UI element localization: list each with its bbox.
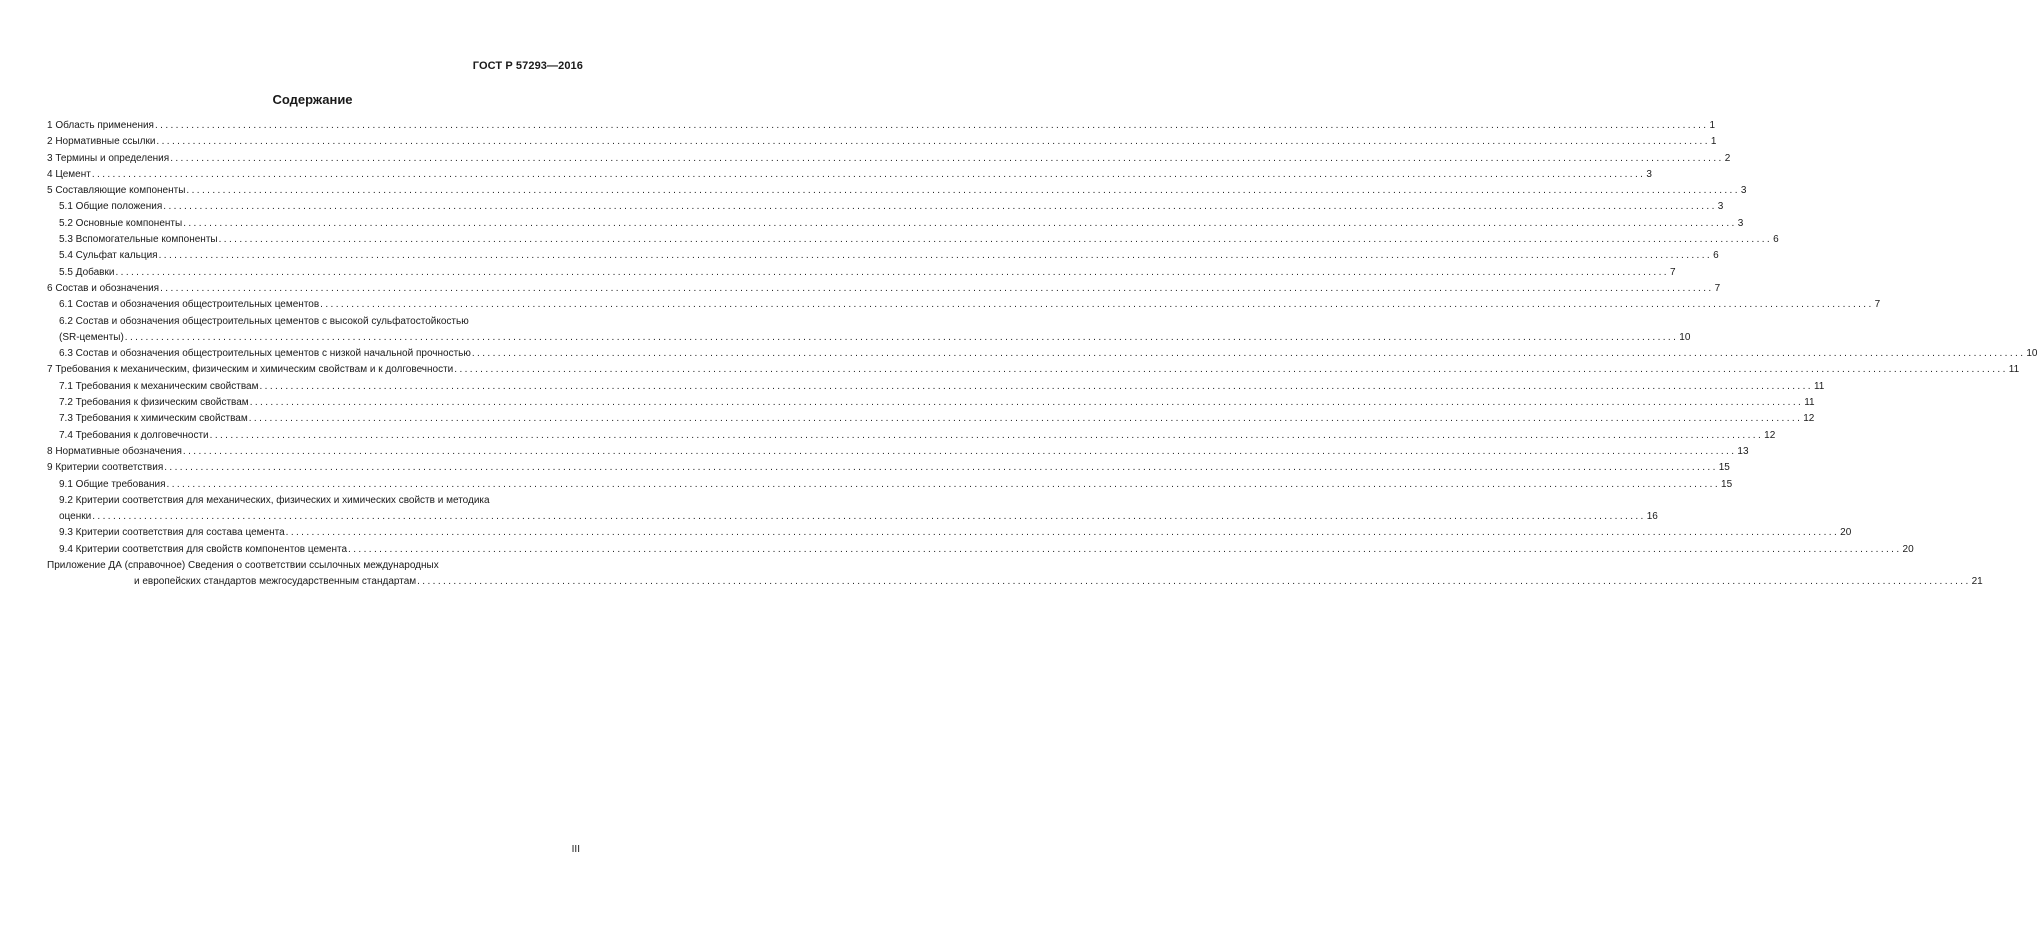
dot-leader: ............................................................................................................................................................................................................................................................................................................ <box>92 511 1646 523</box>
dot-leader: ............................................................................................................................................................................................................................................................................................................ <box>166 478 1721 490</box>
toc-entry[interactable] <box>47 477 1733 493</box>
toc-entry-page: 20 <box>1840 527 1852 539</box>
dot-leader: ............................................................................................................................................................................................................................................................................................................ <box>182 445 1737 457</box>
dot-leader: ............................................................................................................................................................................................................................................................................................................ <box>160 282 1714 294</box>
standard-designation: ГОСТ Р 57293—2016 <box>472 60 583 72</box>
dot-leader: ............................................................................................................................................................................................................................................................................................................ <box>249 397 1804 409</box>
toc-entry[interactable] <box>47 460 1730 476</box>
toc-entry[interactable] <box>47 509 1658 525</box>
toc-entry-label: 5.1 Общие положения <box>59 201 163 213</box>
dot-leader: ............................................................................................................................................................................................................................................................................................................ <box>285 527 1840 539</box>
toc-entry[interactable] <box>47 199 1724 215</box>
toc-entry-label: и европейских стандартов межгосударственным стандартам <box>134 576 417 588</box>
toc-entry[interactable] <box>47 411 1815 427</box>
toc-entry-page: 1 <box>1709 120 1716 131</box>
toc-entry-page: 15 <box>1721 478 1733 490</box>
toc-entry-page: 1 <box>1710 136 1717 148</box>
dot-leader: ............................................................................................................................................................................................................................................................................................................ <box>163 201 1717 213</box>
toc-entry-label: 9.1 Общие требования <box>59 478 166 490</box>
toc-entry-page: 11 <box>1804 397 1815 409</box>
toc-entry-label: 7 Требования к механическим, физическим и химическим свойствам и к долговечности <box>47 364 454 376</box>
toc-entry-label: 4 Цемент <box>47 168 91 180</box>
dot-leader: ............................................................................................................................................................................................................................................................................................................ <box>183 217 1737 229</box>
dot-leader: ............................................................................................................................................................................................................................................................................................................ <box>154 120 1709 131</box>
toc-entry-label: 5.3 Вспомогательные компоненты <box>59 234 218 246</box>
toc-entry[interactable] <box>47 281 1721 297</box>
dot-leader: ............................................................................................................................................................................................................................................................................................................ <box>348 543 1902 555</box>
toc-entry-page: 6 <box>1713 250 1719 262</box>
dot-leader: ............................................................................................................................................................................................................................................................................................................ <box>248 413 1803 425</box>
toc-entry[interactable] <box>47 183 1747 199</box>
dot-leader: ............................................................................................................................................................................................................................................................................................................ <box>164 462 1718 474</box>
table-of-contents <box>47 118 2038 591</box>
toc-entry[interactable] <box>47 379 1825 395</box>
toc-entry-label: 7.1 Требования к механическим свойствам <box>59 380 259 392</box>
toc-entry-page: 3 <box>1717 201 1724 213</box>
dot-leader: ............................................................................................................................................................................................................................................................................................................ <box>454 364 2008 376</box>
toc-entry-page: 3 <box>1740 185 1747 197</box>
toc-entry-page: 11 <box>2008 364 2020 376</box>
toc-entry-label: 5 Составляющие компоненты <box>47 185 186 197</box>
toc-entry[interactable] <box>47 525 1852 541</box>
toc-entry[interactable] <box>47 118 1716 134</box>
toc-entry-first-line <box>47 314 576 330</box>
toc-entry[interactable] <box>47 346 2038 362</box>
toc-entry[interactable] <box>47 574 1983 590</box>
toc-entry-label: 6 Состав и обозначения <box>47 282 160 294</box>
toc-entry[interactable] <box>47 428 1776 444</box>
toc-entry[interactable] <box>47 444 1749 460</box>
toc-entry-label: 3 Термины и определения <box>47 152 170 164</box>
toc-entry[interactable] <box>47 297 1881 313</box>
dot-leader: ............................................................................................................................................................................................................................................................................................................ <box>91 168 1646 180</box>
toc-title: Содержание <box>272 92 353 107</box>
toc-entry-page: 10 <box>2026 348 2038 360</box>
toc-entry-first-line <box>47 493 576 509</box>
toc-entry-page: 13 <box>1737 445 1749 457</box>
toc-entry[interactable] <box>47 330 1691 346</box>
toc-entry-label: 5.4 Сульфат кальция <box>59 250 158 262</box>
toc-entry-label: 9.2 Критерии соответствия для механических, физических и химических свойств и методика <box>59 494 490 506</box>
dot-leader: ............................................................................................................................................................................................................................................................................................................ <box>170 152 1724 164</box>
dot-leader: ............................................................................................................................................................................................................................................................................................................ <box>209 429 1764 441</box>
toc-entry-label: 1 Область применения <box>47 120 154 131</box>
toc-entry[interactable] <box>47 265 1676 281</box>
toc-entry-page: 20 <box>1902 543 1914 555</box>
toc-entry-label: 6.1 Состав и обозначения общестроительных цементов <box>59 299 320 311</box>
toc-entry-label: 9 Критерии соответствия <box>47 462 164 474</box>
toc-entry-page: 10 <box>1679 331 1691 343</box>
toc-entry-page: 16 <box>1646 511 1658 523</box>
toc-entry-label: 6.3 Состав и обозначения общестроительных цементов с низкой начальной прочностью <box>59 348 471 360</box>
toc-entry-label: Приложение ДА (справочное) Сведения о соответствии ссылочных международных <box>47 560 439 572</box>
toc-entry[interactable] <box>47 216 1744 232</box>
dot-leader: ............................................................................................................................................................................................................................................................................................................ <box>115 266 1669 278</box>
toc-entry-label: 2 Нормативные ссылки <box>47 136 156 148</box>
toc-entry-label: 5.2 Основные компоненты <box>59 217 183 229</box>
dot-leader: ............................................................................................................................................................................................................................................................................................................ <box>124 331 1679 343</box>
dot-leader: ............................................................................................................................................................................................................................................................................................................ <box>186 185 1740 197</box>
dot-leader: ............................................................................................................................................................................................................................................................................................................ <box>156 136 1710 148</box>
toc-entry-label: 7.2 Требования к физическим свойствам <box>59 397 249 409</box>
toc-entry[interactable] <box>47 167 1652 183</box>
dot-leader: ............................................................................................................................................................................................................................................................................................................ <box>218 234 1773 246</box>
toc-entry-page: 11 <box>1813 380 1825 392</box>
toc-entry[interactable] <box>47 542 1914 558</box>
dot-leader: ............................................................................................................................................................................................................................................................................................................ <box>471 348 2026 360</box>
toc-entry-page: 6 <box>1773 234 1779 246</box>
toc-entry[interactable] <box>47 362 2020 378</box>
toc-entry-label: 6.2 Состав и обозначения общестроительных цементов с высокой сульфатостойкостью <box>59 315 469 327</box>
toc-entry-label: (SR-цементы) <box>59 331 124 343</box>
toc-entry-page: 3 <box>1737 217 1744 229</box>
dot-leader: ............................................................................................................................................................................................................................................................................................................ <box>158 250 1713 262</box>
toc-entry-page: 12 <box>1764 429 1776 441</box>
toc-entry-page: 12 <box>1803 413 1815 425</box>
toc-entry-label: 8 Нормативные обозначения <box>47 445 182 457</box>
toc-entry-label: 9.4 Критерии соответствия для свойств компонентов цемента <box>59 543 348 555</box>
toc-entry[interactable] <box>47 395 1815 411</box>
toc-entry-label: оценки <box>59 511 92 523</box>
toc-entry-page: 21 <box>1971 576 1983 588</box>
dot-leader: ............................................................................................................................................................................................................................................................................................................ <box>320 299 1874 311</box>
toc-entry[interactable] <box>47 134 1717 150</box>
page-number: III <box>571 844 580 855</box>
toc-entry-label: 7.3 Требования к химическим свойствам <box>59 413 248 425</box>
toc-entry-page: 2 <box>1724 152 1731 164</box>
toc-entry-page: 15 <box>1718 462 1730 474</box>
toc-entry[interactable] <box>47 232 1779 248</box>
toc-entry-label: 5.5 Добавки <box>59 266 115 278</box>
toc-entry-label: 9.3 Критерии соответствия для состава цемента <box>59 527 285 539</box>
toc-entry-page: 7 <box>1714 282 1721 294</box>
toc-entry[interactable] <box>47 151 1731 167</box>
toc-entry-page: 3 <box>1646 168 1652 180</box>
toc-entry-page: 7 <box>1669 266 1676 278</box>
toc-entry-first-line <box>47 558 576 574</box>
dot-leader: ............................................................................................................................................................................................................................................................................................................ <box>417 576 1971 588</box>
toc-entry[interactable] <box>47 248 1719 264</box>
toc-entry-label: 7.4 Требования к долговечности <box>59 429 209 441</box>
dot-leader: ............................................................................................................................................................................................................................................................................................................ <box>259 380 1813 392</box>
toc-entry-page: 7 <box>1874 299 1881 311</box>
